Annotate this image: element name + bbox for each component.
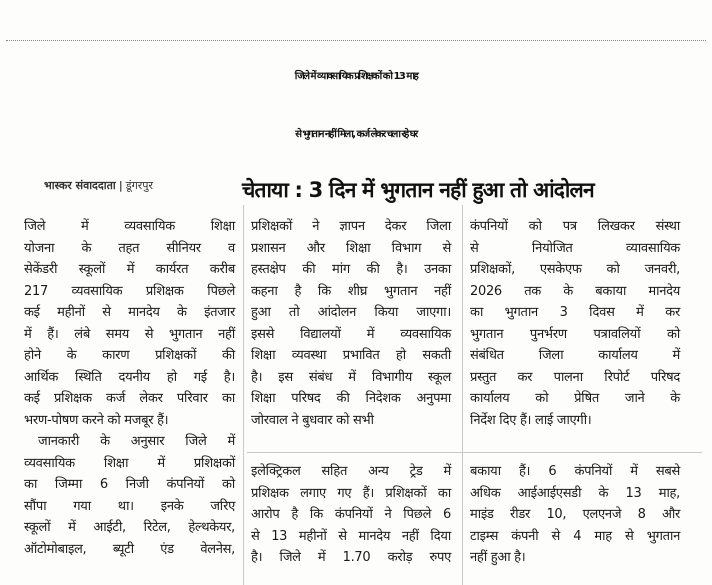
article-line: जानकारी के अनुसार जिले में xyxy=(38,434,235,449)
column-divider xyxy=(462,205,463,585)
article-line: का भुगतान 3 दिवस में कर xyxy=(470,305,680,320)
byline-place: डूंगरपुर xyxy=(125,179,154,192)
article-line: 217 व्यवसायिक प्रशिक्षक पिछले xyxy=(24,283,235,299)
article-line: भुगतान पुनर्भरण पत्रावलियों को xyxy=(470,326,680,342)
article-line: जोरवाल ने बुधवार को सभी xyxy=(251,412,374,428)
article-column-right-top xyxy=(470,216,680,431)
article-line: कई महीनों से मानदेय के इंतजार xyxy=(24,305,235,320)
article-line: प्रशिक्षक लगाए गए हैं। प्रशिक्षकों का xyxy=(251,485,451,501)
article-line: ऑटोमोबाइल, ब्यूटी एंड वेलनेस, xyxy=(24,541,235,557)
article-line: में हैं। लंबे समय से भुगतान नहीं xyxy=(24,326,235,342)
article-line: हुआ तो आंदोलन किया जाएगा। xyxy=(251,305,451,320)
article-line: होने के कारण प्रशिक्षकों की xyxy=(24,348,235,363)
article-line: प्रशिक्षकों, एसकेएफ को जनवरी, xyxy=(470,262,680,277)
section-divider xyxy=(247,452,702,453)
article-line: संबंधित जिला कार्यालय में xyxy=(470,348,680,363)
article-line: कई प्रशिक्षक कर्ज लेकर परिवार का xyxy=(24,391,235,406)
article-line: प्रशासन और शिक्षा विभाग से xyxy=(251,240,451,256)
byline-separator: | xyxy=(118,179,123,192)
article-line: है। जिले में 1.70 करोड़ रुपए xyxy=(251,550,451,565)
article-line: निर्देश दिए हैं। लाई जाएगी। xyxy=(470,412,592,428)
article-line: शिक्षा परिषद की निदेशक अनुपमा xyxy=(251,391,451,406)
article-line: नहीं हुआ है। xyxy=(470,550,526,565)
column-divider xyxy=(243,205,244,585)
article-line: शिक्षा व्यवस्था प्रभावित हो सकती xyxy=(251,348,451,363)
subheadline: चेताया : 3 दिन में भुगतान नहीं हुआ तो आंदोलन xyxy=(242,178,594,202)
article-line: भरण-पोषण करने को मजबूर हैं। xyxy=(24,412,169,428)
article-line: कंपनियों को पत्र लिखकर संस्था xyxy=(470,219,680,234)
article-line: का जिम्मा 6 निजी कंपनियों को xyxy=(24,477,235,492)
article-line: इससे विद्यालयों में व्यवसायिक xyxy=(251,326,451,342)
headline-line-2: से भुगतान नहीं मिला, कर्ज लेकर चला रहे घर xyxy=(295,129,417,140)
article-line: सेकेंडरी स्कूलों में कार्यरत करीब xyxy=(24,262,235,277)
article-line: स्कूलों में आईटी, रिटेल, हेल्थकेयर, xyxy=(24,520,235,535)
article-column-right-bottom xyxy=(470,461,680,569)
article-line: प्रस्तुत कर पालना रिपोर्ट परिषद xyxy=(470,369,680,385)
article-line: आर्थिक स्थिति दयनीय हो गई है। xyxy=(24,369,235,385)
article-line: है। इस संबंध में विभागीय स्कूल xyxy=(251,369,451,385)
article-line: इलेक्ट्रिकल सहित अन्य ट्रेड में xyxy=(251,464,451,479)
article-column-middle-top xyxy=(251,216,451,431)
article-line: प्रशिक्षकों ने ज्ञापन देकर जिला xyxy=(251,219,451,234)
article-line: योजना के तहत सीनियर व xyxy=(24,240,235,256)
article-line: कार्यालय को प्रेषित जाने के xyxy=(470,391,680,406)
article-line: माइंड रीडर 10, एलएनजे 8 और xyxy=(470,507,680,522)
article-line: व्यवसायिक शिक्षा में प्रशिक्षकों xyxy=(24,455,235,471)
article-line: से नियोजित व्यावसायिक xyxy=(470,240,680,256)
article-column-middle-bottom xyxy=(251,461,451,569)
article-column-left xyxy=(24,216,235,560)
byline xyxy=(44,178,153,193)
article-line: से 13 महीनों से मानदेय नहीं दिया xyxy=(251,528,451,544)
article-line: सौंपा गया था। इनके जरिए xyxy=(24,498,235,514)
article-line: आरोप है कि कंपनियों ने पिछले 6 xyxy=(251,507,451,522)
article-line: हस्तक्षेप की मांग की है। उनका xyxy=(251,262,451,277)
article-line: बकाया हैं। 6 कंपनियों में सबसे xyxy=(470,464,680,479)
article-line: जिले में व्यवसायिक शिक्षा xyxy=(24,219,235,234)
article-line: अधिक आईआईएसडी के 13 माह, xyxy=(470,485,680,501)
article-line: 2026 तक के बकाया मानदेय xyxy=(470,283,680,299)
top-divider xyxy=(6,40,706,41)
article-line: टाइम्स कंपनी से 4 माह से भुगतान xyxy=(470,528,680,544)
article-line: कहना है कि शीघ्र भुगतान नहीं xyxy=(251,283,451,299)
byline-reporter: भास्कर संवाददाता xyxy=(44,179,116,192)
headline-line-1: जिले में व्यावसायिक प्रशिक्षकों को 13 माह xyxy=(294,71,418,82)
